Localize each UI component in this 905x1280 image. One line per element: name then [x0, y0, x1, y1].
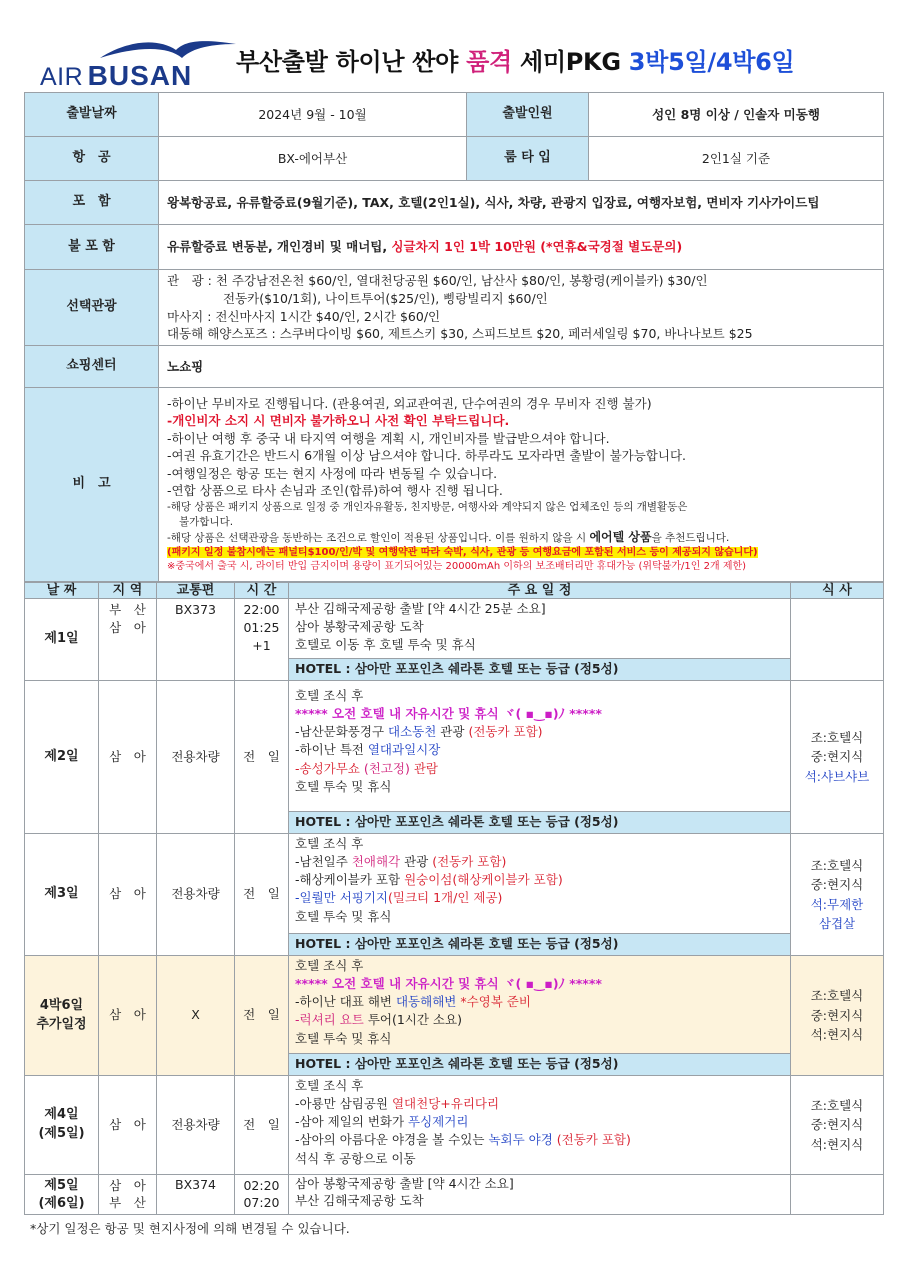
bird-logo-icon — [98, 36, 238, 60]
day-label: 4박6일 추가일정 — [25, 956, 99, 1076]
schedule-item: 호텔 조식 후 — [295, 688, 364, 703]
footer-note: *상기 일정은 항공 및 현지사정에 의해 변경될 수 있습니다. — [30, 1221, 350, 1236]
day-meals: 조:호텔식 중:현지식 석:현지식 — [791, 1076, 884, 1175]
schedule-item: 호텔 투숙 및 휴식 — [295, 778, 392, 794]
day-label: 제4일 (제5일) — [25, 1076, 99, 1175]
schedule-row-extra-day — [25, 956, 884, 1054]
remark-line: -여권 유효기간은 반드시 6개월 이상 남으셔야 합니다. 하루라도 모자라면 출발이 불가능합니다. — [167, 448, 686, 464]
schedule-item-free-time: ***** 오전 호텔 내 자유시간 및 휴식 ヾ( ▪‿▪)ﾉ ***** — [295, 976, 602, 992]
optional-label: 선택관광 — [25, 270, 159, 346]
day-items — [289, 681, 791, 812]
logo-busan-text: BUSAN — [87, 60, 193, 91]
day-meals — [791, 1175, 884, 1215]
room-value: 2인1실 기준 — [589, 137, 884, 181]
day-label: 제3일 — [25, 834, 99, 956]
hotel-line: HOTEL : 삼아만 포포인츠 쉐라톤 호텔 또는 등급 (정5성) — [289, 1054, 791, 1076]
schedule-row-day4 — [25, 1076, 884, 1175]
single-charge-text: 싱글차지 1인 1박 10만원 (*연휴&국경절 별도문의) — [391, 239, 683, 255]
departure-label: 출발날짜 — [25, 93, 159, 137]
day-items — [289, 599, 791, 659]
hotel-line: HOTEL : 삼아만 포포인츠 쉐라톤 호텔 또는 등급 (정5성) — [289, 659, 791, 681]
title-text-premium: 품격 — [466, 48, 512, 76]
schedule-item: -아룡만 삼림공원 열대천당+유리다리 — [295, 1096, 500, 1112]
info-row-exclude — [25, 225, 884, 270]
people-value: 성인 8명 이상 / 인솔자 미동행 — [589, 93, 884, 137]
col-header-meals: 식 사 — [791, 583, 884, 599]
day-time: 22:00 01:25 +1 — [235, 599, 289, 681]
remark-line: -해당 상품은 선택관광을 동반하는 조건으로 할인이 적용된 상품입니다. 이를 원하지 않을 시 에어텔 상품을 추천드립니다. — [167, 530, 730, 545]
schedule-item: -남천일주 천애해각 관광 (전동카 포함) — [295, 854, 507, 870]
airtel-product-text: 에어텔 상품 — [589, 530, 652, 545]
day-items — [289, 956, 791, 1054]
schedule-item: 삼아 봉황국제공항 출발 [약 4시간 소요] — [295, 1176, 514, 1191]
schedule-item: 호텔 조식 후 — [295, 836, 364, 851]
include-label: 포 함 — [25, 181, 159, 225]
day-meals — [791, 599, 884, 681]
remark-line-battery: ※중국에서 출국 시, 라이터 반입 금지이며 용량이 표기되어있는 20000mAh 이하의 보조배터리만 휴대가능 (위탁불가/1인 2개 제한) — [167, 561, 747, 573]
hotel-line: HOTEL : 삼아만 포포인츠 쉐라톤 호텔 또는 등급 (정5성) — [289, 812, 791, 834]
remarks-label: 비 고 — [25, 388, 159, 582]
people-label: 출발인원 — [467, 93, 589, 137]
day-label: 제5일 (제6일) — [25, 1175, 99, 1215]
schedule-item-free-time: ***** 오전 호텔 내 자유시간 및 휴식 ヾ( ▪‿▪)ﾉ ***** — [295, 706, 602, 722]
optional-value — [159, 270, 884, 346]
day-transport: 전용차량 — [157, 681, 235, 834]
optional-line: 대동해 해양스포즈 : 스쿠버다이빙 $60, 제트스키 $30, 스피드보트 $20, 페러세일링 $70, 바나나보트 $25 — [167, 326, 753, 342]
day-time: 전 일 — [235, 681, 289, 834]
info-row-optional — [25, 270, 884, 346]
remarks-value — [159, 388, 884, 582]
day-region: 삼 아 — [99, 681, 157, 834]
page-header — [0, 30, 905, 90]
schedule-item: -삼아의 아름다운 야경을 볼 수있는 녹회두 야경 (전동카 포함) — [295, 1132, 631, 1148]
optional-line: 마사지 : 전신마사지 1시간 $40/인, 2시간 $60/인 — [167, 308, 441, 324]
schedule-row-day1 — [25, 599, 884, 659]
schedule-item: 호텔 조식 후 — [295, 1078, 364, 1093]
optional-line: 전동카($10/1회), 나이트투어($25/인), 삥랑빌리지 $60/인 — [223, 290, 548, 306]
airline-value: BX-에어부산 — [159, 137, 467, 181]
col-header-region: 지 역 — [99, 583, 157, 599]
day-items — [289, 834, 791, 934]
schedule-item: -하이난 대표 해변 대동해해변 *수영복 준비 — [295, 994, 531, 1010]
remark-line: -연합 상품으로 타사 손님과 조인(합류)하여 행사 진행 됩니다. — [167, 483, 503, 499]
title-text-duration: 3박5일/4박6일 — [628, 48, 795, 76]
day-region: 부 산 삼 아 — [99, 599, 157, 681]
day-transport: 전용차량 — [157, 834, 235, 956]
departure-value: 2024년 9월 - 10월 — [159, 93, 467, 137]
remark-line: -해당 상품은 패키지 상품으로 일정 중 개인자유활동, 친지방문, 여행사와 계약되지 않은 업체조인 등의 개별활동은 — [167, 500, 688, 513]
room-label: 룸 타 입 — [467, 137, 589, 181]
col-header-date: 날 짜 — [25, 583, 99, 599]
day-time: 전 일 — [235, 956, 289, 1076]
day-region: 삼 아 부 산 — [99, 1175, 157, 1215]
schedule-row-day2 — [25, 681, 884, 812]
remark-line-penalty: (패키지 일정 불참시에는 패널티$100/인/박 및 여행약관 따라 숙박, 식사, 관광 등 여행요금에 포함된 서비스 등이 제공되지 않습니다) — [167, 547, 758, 559]
schedule-item: -럭셔리 요트 투어(1시간 소요) — [295, 1012, 462, 1028]
day-meals: 조:호텔식 중:현지식 석:현지식 — [791, 956, 884, 1076]
info-row-departure — [25, 93, 884, 137]
day-transport: X — [157, 956, 235, 1076]
day-items — [289, 1076, 791, 1175]
schedule-item: -남산문화풍경구 대소동천 관광 (전동카 포함) — [295, 724, 543, 740]
schedule-item: -삼아 제일의 번화가 푸싱제거리 — [295, 1114, 469, 1130]
day-meals: 조:호텔식 중:현지식 석:샤브샤브 — [791, 681, 884, 834]
title-text-1: 부산출발 하이난 싼야 — [236, 48, 467, 76]
day-region: 삼 아 — [99, 956, 157, 1076]
day-region: 삼 아 — [99, 834, 157, 956]
schedule-header-row — [25, 583, 884, 599]
remark-line: -여행일정은 항공 또는 현지 사정에 따라 변동될 수 있습니다. — [167, 465, 498, 481]
shopping-value: 노쇼핑 — [159, 346, 884, 388]
schedule-item: 부산 김해국제공항 출발 [약 4시간 25분 소요] — [295, 601, 546, 616]
schedule-row-day5 — [25, 1175, 884, 1215]
shopping-label: 쇼핑센터 — [25, 346, 159, 388]
col-header-time: 시 간 — [235, 583, 289, 599]
info-table — [24, 92, 884, 582]
air-busan-logo — [40, 36, 205, 91]
logo-air-text: AIR — [40, 63, 84, 91]
day-region: 삼 아 — [99, 1076, 157, 1175]
schedule-item: 부산 김해국제공항 도착 — [295, 1192, 424, 1208]
info-row-remarks — [25, 388, 884, 582]
col-header-schedule: 주 요 일 정 — [289, 583, 791, 599]
schedule-item: -일뤌만 서핑기지(밀크티 1개/인 제공) — [295, 890, 503, 906]
title-text-3: 세미PKG — [511, 48, 629, 76]
remark-line: 불가합니다. — [179, 515, 234, 528]
col-header-transport: 교통편 — [157, 583, 235, 599]
day-items — [289, 1175, 791, 1215]
exclude-value: 유류할증료 변동분, 개인경비 및 매너팁, 싱글차지 1인 1박 10만원 (*연휴&국경절 별도문의) — [159, 225, 884, 270]
day-label: 제1일 — [25, 599, 99, 681]
optional-line: 관 광 : 천 주강남전온천 $60/인, 열대천당공원 $60/인, 남산사 $80/인, 봉황령(케이블카) $30/인 — [167, 273, 708, 288]
day-transport: BX374 — [157, 1175, 235, 1215]
remark-line-visa-warning: -개인비자 소지 시 면비자 불가하오니 사전 확인 부탁드립니다. — [167, 413, 510, 429]
schedule-item: 호텔 투숙 및 휴식 — [295, 1030, 392, 1046]
remark-line: -하이난 여행 후 중국 내 타지역 여행을 계획 시, 개인비자를 발급받으셔야 합니다. — [167, 430, 610, 446]
day-meals: 조:호텔식 중:현지식 석:무제한 삼겹살 — [791, 834, 884, 956]
info-row-shopping — [25, 346, 884, 388]
schedule-table — [24, 582, 884, 1215]
info-row-airline — [25, 137, 884, 181]
schedule-item: 삼아 봉황국제공항 도착 — [295, 619, 424, 635]
schedule-item: 석식 후 공항으로 이동 — [295, 1150, 416, 1166]
include-value: 왕복항공료, 유류할증료(9월기준), TAX, 호텔(2인1실), 식사, 차량, 관광지 입장료, 여행자보험, 면비자 기사가이드팁 — [159, 181, 884, 225]
schedule-item: -송성가무쇼 (천고정) 관람 — [295, 760, 438, 776]
schedule-item: 호텔 투숙 및 휴식 — [295, 908, 392, 924]
day-time: 전 일 — [235, 1076, 289, 1175]
day-transport: 전용차량 — [157, 1076, 235, 1175]
schedule-item: -하이난 특전 열대과일시장 — [295, 742, 441, 758]
exclude-label: 불 포 함 — [25, 225, 159, 270]
day-label: 제2일 — [25, 681, 99, 834]
schedule-item: 호텔로 이동 후 호텔 투숙 및 휴식 — [295, 637, 476, 653]
schedule-row-day3 — [25, 834, 884, 934]
info-row-include — [25, 181, 884, 225]
page-title — [236, 42, 794, 77]
day-time: 02:20 07:20 — [235, 1175, 289, 1215]
schedule-item: -해상케이블카 포함 원숭이섬(해상케이블카 포함) — [295, 872, 563, 888]
airline-label: 항 공 — [25, 137, 159, 181]
remark-line: -하이난 무비자로 진행됩니다. (관용여권, 외교관여권, 단수여권의 경우 무비자 진행 불가) — [167, 395, 652, 411]
schedule-item: 호텔 조식 후 — [295, 958, 364, 973]
day-transport: BX373 — [157, 599, 235, 681]
hotel-line: HOTEL : 삼아만 포포인츠 쉐라톤 호텔 또는 등급 (정5성) — [289, 934, 791, 956]
day-time: 전 일 — [235, 834, 289, 956]
